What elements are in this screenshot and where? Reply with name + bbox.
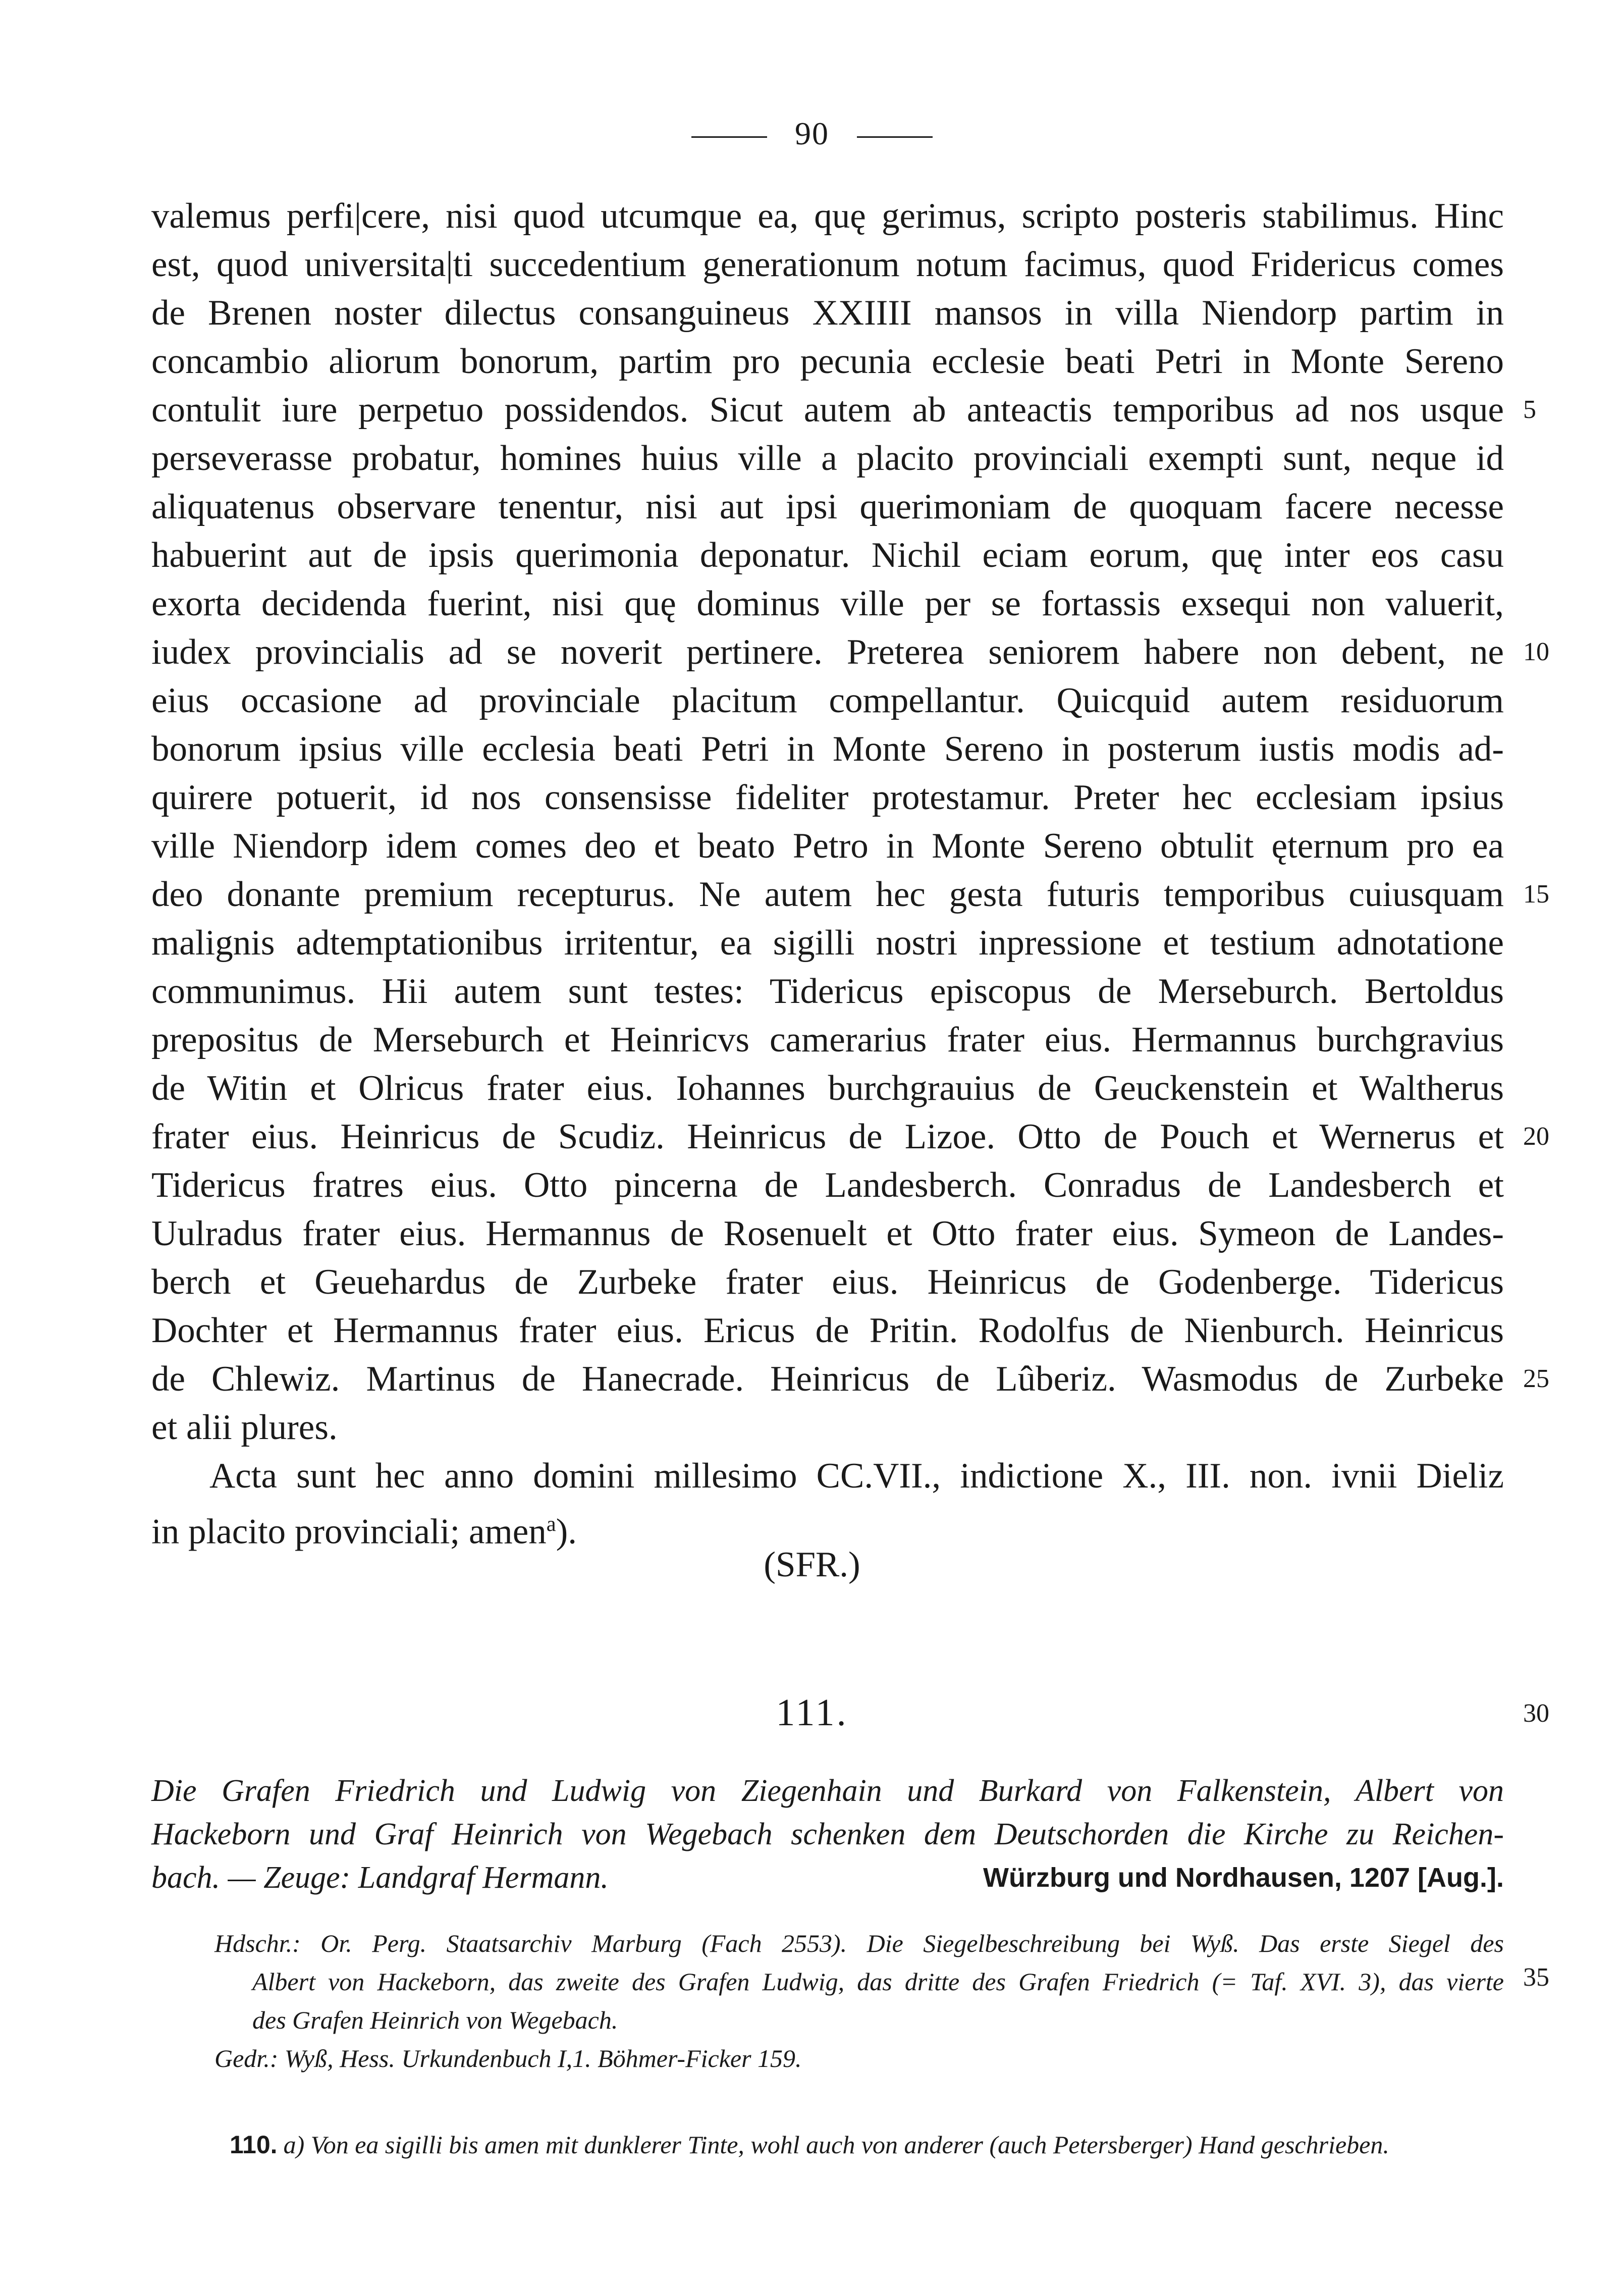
line-number: 5 — [1523, 395, 1536, 424]
line-number: 35 — [1523, 1963, 1549, 1992]
body-line: contulit iure perpetuo possidendos. Sicut autem ab anteactis temporibus ad nos usque — [151, 390, 1504, 430]
page-number-text: 90 — [795, 116, 829, 151]
rule-left — [691, 136, 767, 138]
body-line: communimus. Hii autem sunt testes: Tidericus episcopus de Merseburch. Bertoldus — [151, 972, 1504, 1011]
acta-line-2-text: in placito provinciali; amen — [151, 1512, 547, 1552]
body-line: malignis adtemptationibus irritentur, ea sigilli nostri inpressione et testium adnotatione — [151, 923, 1504, 963]
body-line: berch et Geuehardus de Zurbeke frater eius. Heinricus de Godenberge. Tidericus — [151, 1262, 1504, 1302]
body-line: de Brenen noster dilectus consanguineus XXIIII mansos in villa Niendorp partim in — [151, 293, 1504, 333]
line-number: 10 — [1523, 637, 1549, 666]
body-line: habuerint aut de ipsis querimonia deponatur. Nichil eciam eorum, quę inter eos casu — [151, 536, 1504, 575]
body-line: valemus perfi|cere, nisi quod utcumque ea, quę gerimus, scripto posteris stabilimus. Hinc — [151, 196, 1504, 236]
note-line: Hdschr.: Or. Perg. Staatsarchiv Marburg (Fach 2553). Die Siegelbeschreibung bei Wyß. Das erste Siegel des — [214, 1929, 1504, 1957]
body-line: aliquatenus observare tenentur, nisi aut ipsi querimoniam de quoquam facere necesse — [151, 487, 1504, 526]
body-line: Uulradus frater eius. Hermannus de Rosenuelt et Otto frater eius. Symeon de Landes- — [151, 1214, 1504, 1253]
footnote-number: 110. — [230, 2131, 278, 2159]
note-line: Gedr.: Wyß, Hess. Urkundenbuch I,1. Böhmer-Ficker 159. — [214, 2044, 802, 2073]
page-number — [0, 115, 1624, 152]
regest-line: bach. — Zeuge: Landgraf Hermann. — [151, 1861, 609, 1895]
footnote-text: a) Von ea sigilli bis amen mit dunklerer Tinte, wohl auch von anderer (auch Petersberger) Hand geschrieben. — [283, 2131, 1389, 2159]
body-line: eius occasione ad provinciale placitum compellantur. Quicquid autem residuorum — [151, 681, 1504, 720]
body-line: concambio aliorum bonorum, partim pro pecunia ecclesie beati Petri in Monte Sereno — [151, 342, 1504, 381]
document-number: 111. — [776, 1691, 848, 1734]
body-line: de Chlewiz. Martinus de Hanecrade. Heinricus de Lûberiz. Wasmodus de Zurbeke — [151, 1359, 1504, 1399]
body-line: deo donante premium recepturus. Ne autem hec gesta futuris temporibus cuiusquam — [151, 875, 1504, 914]
body-line: prepositus de Merseburch et Heinricvs camerarius frater eius. Hermannus burchgravius — [151, 1020, 1504, 1059]
body-line: et alii plures. — [151, 1408, 338, 1447]
rule-right — [857, 136, 933, 138]
body-line: frater eius. Heinricus de Scudiz. Heinricus de Lizoe. Otto de Pouch et Wernerus et — [151, 1117, 1504, 1156]
body-line: Tidericus fratres eius. Otto pincerna de Landesberch. Conradus de Landesberch et — [151, 1165, 1504, 1205]
line-number: 30 — [1523, 1699, 1549, 1728]
body-line: ville Niendorp idem comes deo et beato Petro in Monte Sereno obtulit ęternum pro ea — [151, 826, 1504, 866]
body-line: Dochter et Hermannus frater eius. Ericus de Pritin. Rodolfus de Nienburch. Heinricus — [151, 1311, 1504, 1350]
acta-line-2-end: ). — [556, 1512, 577, 1552]
body-line: perseverasse probatur, homines huius ville a placito provinciali exempti sunt, neque id — [151, 439, 1504, 478]
place-date: Würzburg und Nordhausen, 1207 [Aug.]. — [983, 1863, 1504, 1893]
regest-line: Hackeborn und Graf Heinrich von Wegebach schenken dem Deutschorden die Kirche zu Reichen- — [151, 1817, 1504, 1851]
line-number: 20 — [1523, 1122, 1549, 1151]
line-number: 25 — [1523, 1364, 1549, 1393]
note-line: des Grafen Heinrich von Wegebach. — [252, 2006, 618, 2034]
footnote — [230, 2130, 1504, 2159]
body-line: de Witin et Olricus frater eius. Iohannes burchgrauius de Geuckenstein et Waltherus — [151, 1069, 1504, 1108]
regest-line-3 — [151, 1856, 1504, 1899]
body-line: quirere potuerit, id nos consensisse fideliter protestamur. Preter hec ecclesiam ipsius — [151, 778, 1504, 817]
seal-abbreviation: (SFR.) — [764, 1545, 860, 1584]
body-line: exorta decidenda fuerint, nisi quę dominus ville per se fortassis exsequi non valuerit, — [151, 584, 1504, 623]
body-line: est, quod universita|ti succedentium generationum notum facimus, quod Fridericus comes — [151, 245, 1504, 284]
regest-line: Die Grafen Friedrich und Ludwig von Ziegenhain und Burkard von Falkenstein, Albert von — [151, 1774, 1504, 1808]
acta-line: Acta sunt hec anno domini millesimo CC.VII., indictione X., III. non. ivnii Dieliz — [209, 1456, 1504, 1496]
body-line: iudex provincialis ad se noverit pertinere. Preterea seniorem habere non debent, ne — [151, 632, 1504, 672]
note-line: Albert von Hackeborn, das zweite des Grafen Ludwig, das dritte des Grafen Friedrich (= Taf. XVI. 3), das vierte — [252, 1968, 1504, 1996]
body-line: bonorum ipsius ville ecclesia beati Petri in Monte Sereno in posterum iustis modis ad- — [151, 729, 1504, 769]
footnote-marker: a — [546, 1512, 556, 1536]
line-number: 15 — [1523, 880, 1549, 909]
